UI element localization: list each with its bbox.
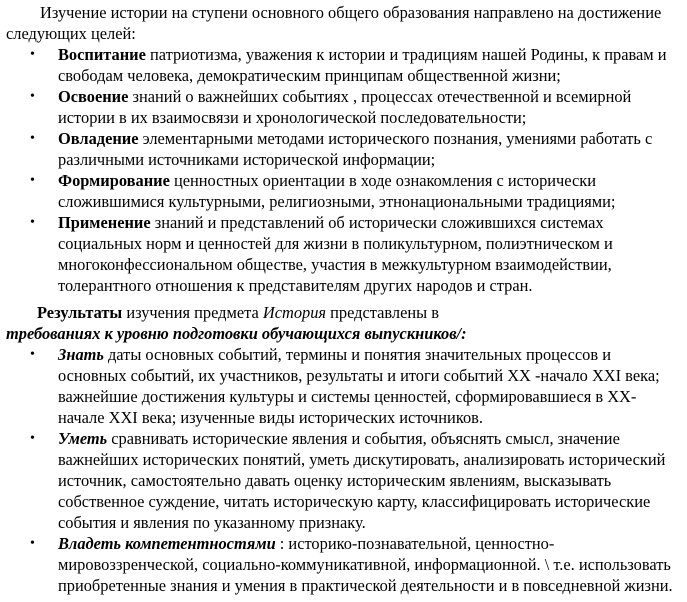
bullet-icon: • — [30, 47, 35, 62]
bullet-icon: • — [30, 536, 35, 551]
skill-item — [0, 344, 687, 428]
goal-text: ценностных ориентации в ходе ознакомления с исторически сложившимися культурными, религиозными, этнонациональными традициями; — [58, 171, 616, 211]
skill-item — [0, 428, 687, 533]
bullet-icon: • — [30, 173, 35, 188]
skill-item — [0, 533, 687, 596]
intro-text: Изучение истории на ступени основного общего образования направлено на достижение следующих целей: — [6, 3, 662, 43]
goal-term: Воспитание — [58, 45, 146, 64]
skill-text: сравнивать исторические явления и события, объяснять смысл, значение важнейших исторических понятий, уметь дискутировать, анализировать исторический источник, самостоятельно давать оценку историческим явлениям, высказывать собственное суждение, читать историческую карту, классифицировать исторические события и явления по указанному признаку. — [58, 429, 666, 532]
results-paragraph — [6, 302, 682, 344]
goal-term: Освоение — [58, 87, 129, 106]
goal-item — [0, 212, 687, 296]
goal-item — [0, 86, 687, 128]
results-bold: Результаты — [37, 303, 123, 322]
bullet-icon: • — [30, 89, 35, 104]
requirements-text: требованиях к уровню подготовки обучающихся выпускников/: — [6, 324, 467, 343]
results-mid: изучения предмета — [122, 303, 263, 322]
skill-term: Владеть компетентностями — [58, 534, 276, 553]
skill-text: : историко-познавательной, ценностно-мировоззренческой, социально-коммуникативной, информационной. \ т.е. использовать приобретенные знания и умения в практической деятельности и в повседневной жизни. — [58, 534, 673, 595]
goal-item — [0, 128, 687, 170]
goal-term: Применение — [58, 213, 151, 232]
skill-term: Уметь — [58, 429, 108, 448]
skill-term: Знать — [58, 345, 104, 364]
intro-paragraph — [6, 2, 682, 44]
goals-list — [0, 44, 687, 296]
results-subject: История — [262, 303, 327, 322]
goal-text: элементарными методами исторического познания, умениями работать с различными источниками исторической информации; — [58, 129, 653, 169]
bullet-icon: • — [30, 215, 35, 230]
goal-term: Овладение — [58, 129, 139, 148]
goal-item — [0, 44, 687, 86]
goal-item — [0, 170, 687, 212]
goal-text: знаний о важнейших событиях , процессах отечественной и всемирной истории в их взаимосвязи и хронологической последовательности; — [58, 87, 632, 127]
bullet-icon: • — [30, 131, 35, 146]
skills-list — [0, 344, 687, 596]
bullet-icon: • — [30, 431, 35, 446]
bullet-icon: • — [30, 347, 35, 362]
results-tail: представлены в — [326, 303, 440, 322]
goal-text: знаний и представлений об исторически сложившихся системах социальных норм и ценностей для жизни в поликультурном, полиэтническом и многоконфессиональном обществе, участия в межкультурном взаимодействии, толерантного отношения к представителям других народов и стран. — [58, 213, 613, 295]
skill-text: даты основных событий, термины и понятия значительных процессов и основных событий, их участников, результаты и итоги событий XX -начало XXI века; важнейшие достижения культуры и системы ценностей, сформировавшиеся в XX- начале XXI века; изученные виды исторических источников. — [58, 345, 660, 427]
goal-text: патриотизма, уважения к истории и традициям нашей Родины, к правам и свободам человека, демократическим принципам общественной жизни; — [58, 45, 667, 85]
goal-term: Формирование — [58, 171, 170, 190]
